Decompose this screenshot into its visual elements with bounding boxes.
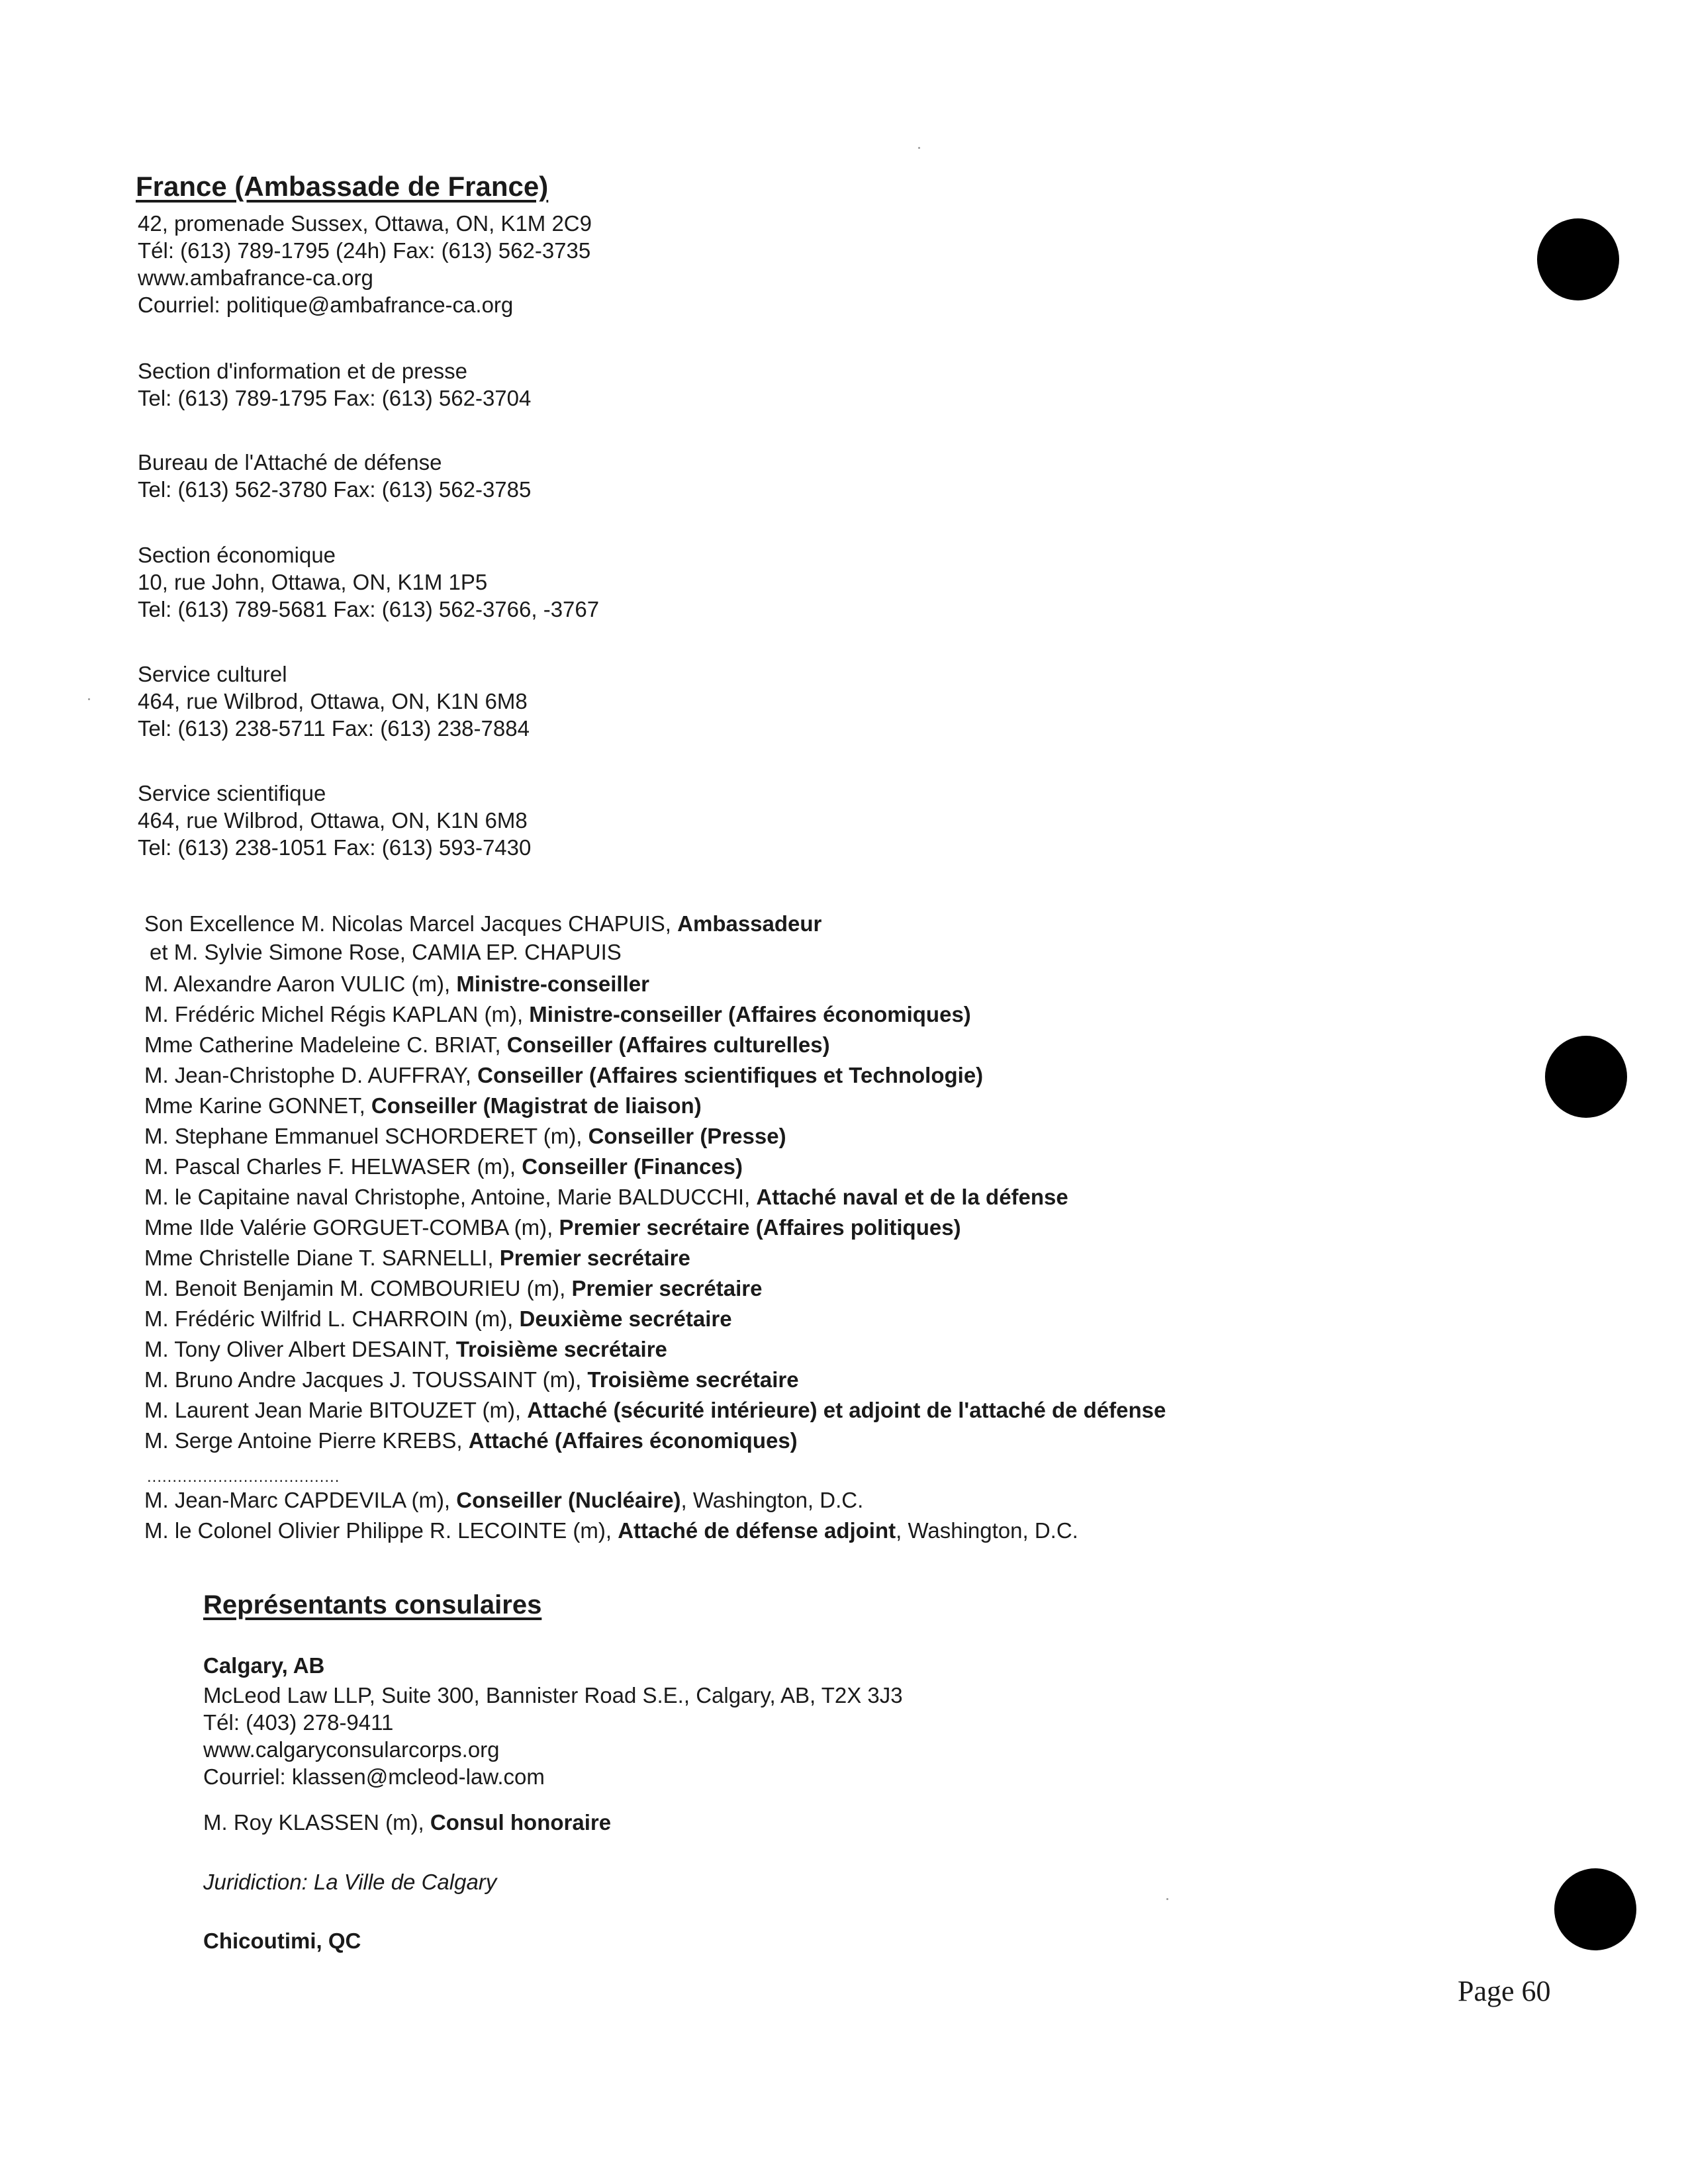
scan-speck — [918, 147, 920, 149]
staff-name: Mme Christelle Diane T. SARNELLI, — [144, 1246, 500, 1270]
staff-name: M. Pascal Charles F. HELWASER (m), — [144, 1154, 522, 1179]
embassy-title: France (Ambassade de France) — [136, 171, 549, 202]
section-line: Tel: (613) 789-5681 Fax: (613) 562-3766, -3767 — [138, 597, 600, 621]
section-block — [138, 660, 530, 742]
embassy-phone: Tél: (613) 789-1795 (24h) Fax: (613) 562-3735 — [138, 238, 591, 263]
staff-name: M. Alexandre Aaron VULIC (m), — [144, 972, 457, 996]
staff-row — [144, 1154, 743, 1179]
section-line: Tel: (613) 789-1795 Fax: (613) 562-3704 — [138, 386, 532, 410]
section-name: Section économique — [138, 543, 336, 567]
staff-row — [144, 911, 821, 936]
staff-name: M. Stephane Emmanuel SCHORDERET (m), — [144, 1124, 588, 1148]
staff-row — [144, 1032, 830, 1058]
embassy-contact-block — [138, 210, 592, 318]
staff-title: Attaché naval et de la défense — [756, 1185, 1068, 1209]
staff-name: Mme Ilde Valérie GORGUET-COMBA (m), — [144, 1215, 559, 1240]
staff-name: M. Frédéric Michel Régis KAPLAN (m), — [144, 1002, 530, 1026]
scan-speck — [88, 698, 90, 700]
staff-row — [144, 1002, 971, 1027]
staff-name: Son Excellence M. Nicolas Marcel Jacques CHAPUIS, — [144, 911, 678, 936]
staff-title: Attaché (Affaires économiques) — [468, 1428, 798, 1453]
staff-location: , Washington, D.C. — [896, 1518, 1078, 1543]
staff-name: M. Jean-Marc CAPDEVILA (m), — [144, 1488, 457, 1512]
staff-title: Premier secrétaire — [499, 1246, 690, 1270]
section-line: 10, rue John, Ottawa, ON, K1M 1P5 — [138, 570, 488, 594]
staff-name: M. Serge Antoine Pierre KREBS, — [144, 1428, 469, 1453]
section-line: Tel: (613) 238-1051 Fax: (613) 593-7430 — [138, 835, 532, 860]
staff-title: Ministre-conseiller (Affaires économiques) — [529, 1002, 971, 1026]
staff-row — [144, 1428, 798, 1453]
section-line: Tel: (613) 562-3780 Fax: (613) 562-3785 — [138, 477, 532, 502]
staff-title: Conseiller (Magistrat de liaison) — [371, 1093, 702, 1118]
staff-row — [144, 972, 649, 997]
staff-name: M. Benoit Benjamin M. COMBOURIEU (m), — [144, 1276, 572, 1300]
staff-title: Attaché (sécurité intérieure) et adjoint de l'attaché de défense — [527, 1398, 1166, 1422]
staff-row — [144, 1367, 799, 1392]
section-line: 464, rue Wilbrod, Ottawa, ON, K1N 6M8 — [138, 808, 528, 833]
section-block — [138, 780, 531, 861]
staff-title: Conseiller (Nucléaire) — [456, 1488, 681, 1512]
staff-name: M. Bruno Andre Jacques J. TOUSSAINT (m), — [144, 1367, 588, 1392]
punch-hole — [1537, 218, 1619, 300]
scan-speck — [1166, 1898, 1168, 1900]
staff-row — [144, 1488, 863, 1513]
consulate-city: Calgary, AB — [203, 1653, 325, 1678]
staff-name: M. Jean-Christophe D. AUFFRAY, — [144, 1063, 478, 1087]
punch-hole — [1545, 1036, 1627, 1118]
staff-name: Mme Catherine Madeleine C. BRIAT, — [144, 1032, 507, 1057]
staff-name: M. le Colonel Olivier Philippe R. LECOINTE (m), — [144, 1518, 618, 1543]
staff-title: Conseiller (Finances) — [522, 1154, 743, 1179]
section-block — [138, 449, 531, 503]
staff-title: Attaché de défense adjoint — [618, 1518, 896, 1543]
section-name: Service culturel — [138, 662, 287, 686]
staff-title: Conseiller (Affaires scientifiques et Technologie) — [477, 1063, 984, 1087]
staff-title: Troisième secrétaire — [587, 1367, 799, 1392]
staff-row — [144, 1093, 702, 1118]
page-number: Page 60 — [1458, 1975, 1551, 2007]
staff-row — [144, 1398, 1166, 1423]
staff-row — [144, 1306, 732, 1332]
consular-heading: Représentants consulaires — [203, 1590, 542, 1619]
embassy-address: 42, promenade Sussex, Ottawa, ON, K1M 2C9 — [138, 211, 592, 236]
staff-title: Premier secrétaire (Affaires politiques) — [559, 1215, 961, 1240]
consul-row — [203, 1810, 611, 1835]
punch-hole — [1554, 1868, 1636, 1950]
staff-title: Troisième secrétaire — [455, 1337, 667, 1361]
staff-row — [144, 1337, 667, 1362]
staff-name: et M. Sylvie Simone Rose, CAMIA EP. CHAPUIS — [150, 940, 622, 964]
section-block — [138, 357, 531, 412]
staff-title: Premier secrétaire — [571, 1276, 763, 1300]
jurisdiction-note: Juridiction: La Ville de Calgary — [203, 1870, 497, 1894]
section-line: Tel: (613) 238-5711 Fax: (613) 238-7884 — [138, 716, 530, 741]
staff-row — [144, 1185, 1068, 1210]
section-block — [138, 541, 599, 623]
consulate-website[interactable]: www.calgaryconsularcorps.org — [203, 1737, 500, 1762]
staff-name: M. le Capitaine naval Christophe, Antoine, Marie BALDUCCHI, — [144, 1185, 757, 1209]
consulate-email[interactable]: Courriel: klassen@mcleod-law.com — [203, 1764, 545, 1789]
section-name: Service scientifique — [138, 781, 326, 805]
consul-name: M. Roy KLASSEN (m), — [203, 1810, 430, 1835]
staff-title: Conseiller (Presse) — [588, 1124, 786, 1148]
consulate-contact-block — [203, 1682, 903, 1790]
staff-row — [144, 1063, 983, 1088]
staff-name: M. Tony Oliver Albert DESAINT, — [144, 1337, 456, 1361]
embassy-email[interactable]: Courriel: politique@ambafrance-ca.org — [138, 293, 514, 317]
staff-row — [144, 1246, 690, 1271]
staff-row — [144, 1518, 1078, 1543]
separator-dots: ...................................... — [147, 1468, 340, 1486]
staff-row — [150, 940, 622, 965]
section-name: Section d'information et de presse — [138, 359, 467, 383]
staff-row — [144, 1124, 786, 1149]
consulate-address: McLeod Law LLP, Suite 300, Bannister Road S.E., Calgary, AB, T2X 3J3 — [203, 1683, 903, 1707]
section-name: Bureau de l'Attaché de défense — [138, 450, 442, 475]
staff-title: Deuxième secrétaire — [519, 1306, 732, 1331]
embassy-website[interactable]: www.ambafrance-ca.org — [138, 265, 373, 290]
staff-row — [144, 1215, 961, 1240]
staff-title: Conseiller (Affaires culturelles) — [506, 1032, 830, 1057]
staff-name: M. Laurent Jean Marie BITOUZET (m), — [144, 1398, 528, 1422]
staff-location: , Washington, D.C. — [680, 1488, 864, 1512]
consul-title: Consul honoraire — [430, 1810, 612, 1835]
section-line: 464, rue Wilbrod, Ottawa, ON, K1N 6M8 — [138, 689, 528, 713]
staff-name: M. Frédéric Wilfrid L. CHARROIN (m), — [144, 1306, 520, 1331]
staff-title: Ambassadeur — [677, 911, 822, 936]
staff-title: Ministre-conseiller — [456, 972, 649, 996]
staff-row — [144, 1276, 763, 1301]
consulate-phone: Tél: (403) 278-9411 — [203, 1710, 394, 1735]
consulate-city-next: Chicoutimi, QC — [203, 1929, 361, 1953]
staff-name: Mme Karine GONNET, — [144, 1093, 371, 1118]
